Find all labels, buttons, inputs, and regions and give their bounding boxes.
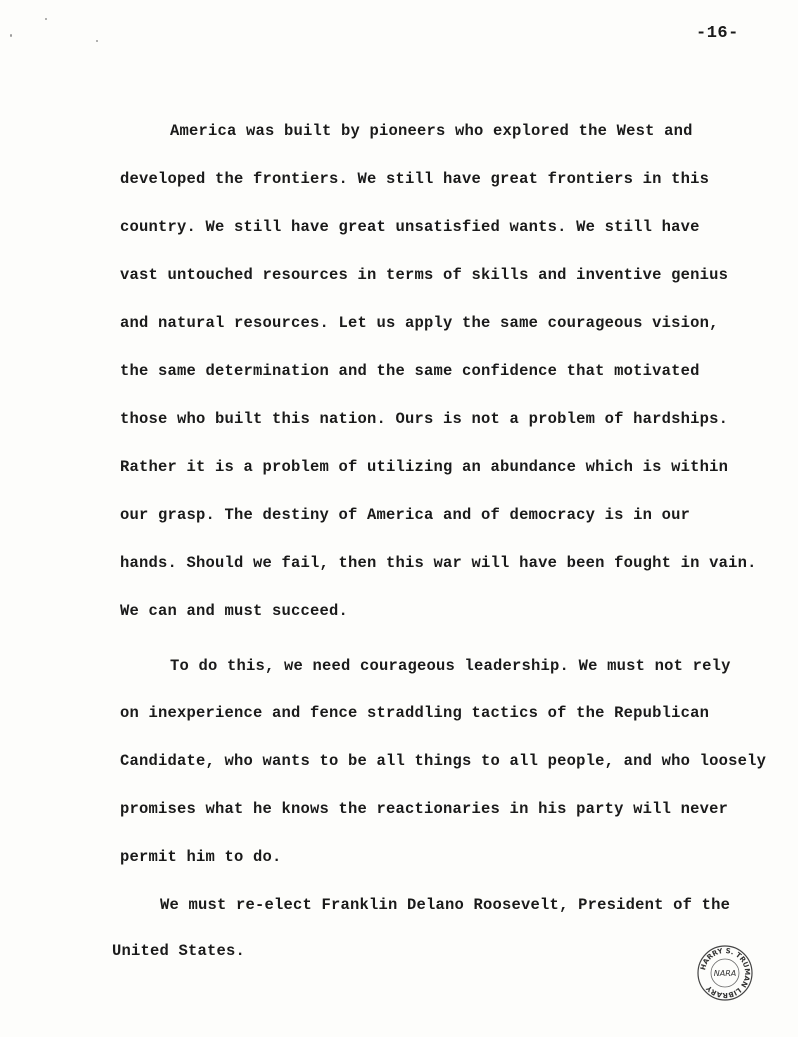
paragraph-2-line-5: permit him to do. bbox=[120, 848, 282, 866]
paragraph-1-line-11: We can and must succeed. bbox=[120, 602, 349, 620]
paragraph-1-line-7: those who built this nation. Ours is not a problem of hardships. bbox=[120, 410, 729, 428]
paragraph-3-line-2: United States. bbox=[112, 942, 246, 960]
paragraph-1-line-5: and natural resources. Let us apply the same courageous vision, bbox=[120, 314, 719, 332]
paragraph-1-line-2: developed the frontiers. We still have great frontiers in this bbox=[120, 170, 710, 188]
paragraph-1-line-8: Rather it is a problem of utilizing an abundance which is within bbox=[120, 458, 729, 476]
paragraph-1-line-9: our grasp. The destiny of America and of democracy is in our bbox=[120, 506, 691, 524]
page-number: -16- bbox=[696, 24, 739, 43]
paragraph-2-line-2: on inexperience and fence straddling tactics of the Republican bbox=[120, 704, 710, 722]
paragraph-1-line-4: vast untouched resources in terms of skills and inventive genius bbox=[120, 266, 729, 284]
paragraph-1-line-10: hands. Should we fail, then this war will have been fought in vain. bbox=[120, 554, 757, 572]
svg-text:NARA: NARA bbox=[713, 969, 737, 978]
svg-text:HARRY S. TRUMAN LIBRARY: HARRY S. TRUMAN LIBRARY bbox=[699, 946, 752, 1000]
scan-speck bbox=[45, 18, 47, 20]
scan-speck bbox=[10, 34, 12, 37]
scan-speck bbox=[96, 40, 98, 42]
paragraph-1-line-6: the same determination and the same confidence that motivated bbox=[120, 362, 700, 380]
paragraph-1-line-3: country. We still have great unsatisfied wants. We still have bbox=[120, 218, 700, 236]
truman-library-stamp bbox=[696, 944, 754, 1002]
paragraph-3-line-1: We must re-elect Franklin Delano Roosevelt, President of the bbox=[160, 896, 731, 914]
paragraph-1-line-1: America was built by pioneers who explored the West and bbox=[170, 122, 693, 140]
paragraph-2-line-3: Candidate, who wants to be all things to all people, and who loosely bbox=[120, 752, 767, 770]
paragraph-2-line-1: To do this, we need courageous leadership. We must not rely bbox=[170, 657, 731, 675]
paragraph-2-line-4: promises what he knows the reactionaries in his party will never bbox=[120, 800, 729, 818]
